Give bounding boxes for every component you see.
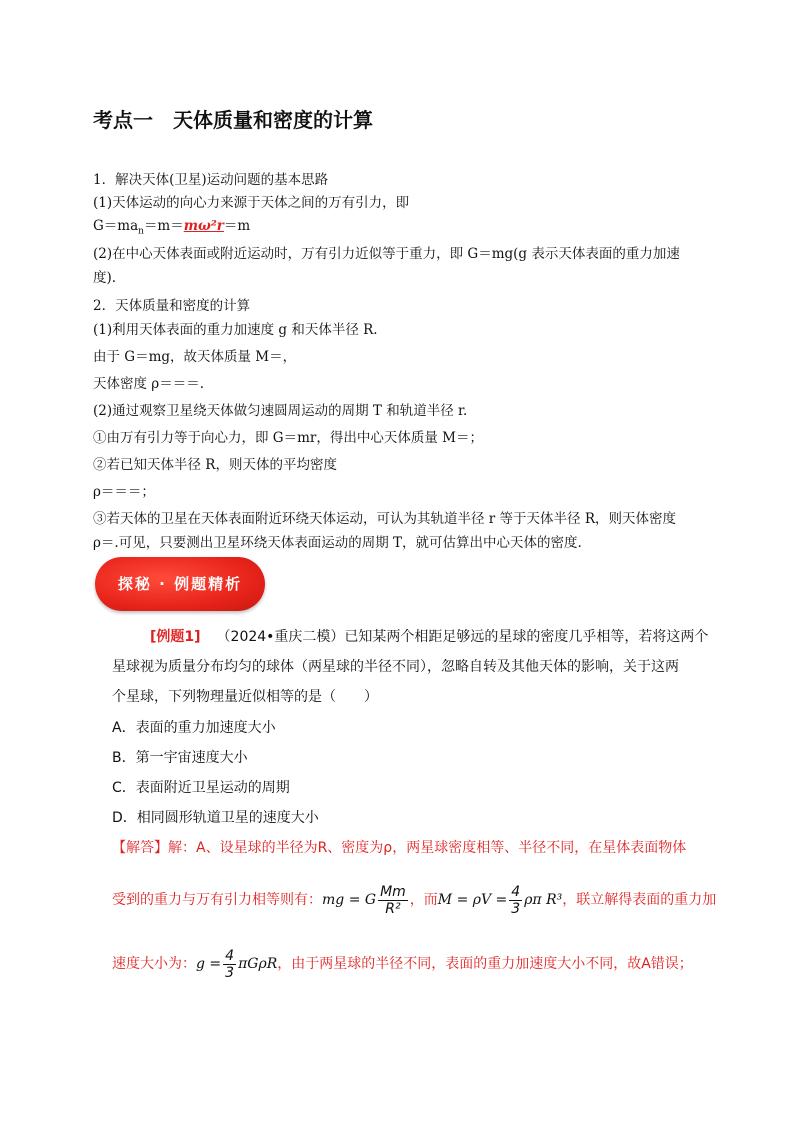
- question-tag: [例题1]: [150, 629, 201, 645]
- equation-g-right: πGρR: [238, 956, 278, 972]
- theory-line-10: (2)通过观察卫星绕天体做匀速圆周运动的周期 T 和轨道半径 r.: [93, 403, 468, 419]
- theory-line-6: 2．天体质量和密度的计算: [93, 298, 251, 314]
- question-text: （2024•重庆二模）已知某两个相距足够远的星球的密度几乎相等，若将这两个: [216, 629, 709, 645]
- theory-line-8: 由于 G＝mg，故天体质量 M＝，: [93, 349, 297, 365]
- question-line-3: 个星球，下列物理量近似相等的是（ ）: [112, 689, 378, 705]
- equation-gravity-left: mg = G: [322, 892, 377, 908]
- fraction-denominator: 3: [511, 900, 521, 917]
- answer-text: ，由于两星球的半径不同，表面的重力加速度大小不同，故A错误；: [277, 956, 693, 972]
- question-line-2: 星球视为质量分布均匀的球体（两星球的半径不同），忽略自转及其他天体的影响，关于这两: [112, 659, 679, 675]
- option-b: B．第一宇宙速度大小: [112, 750, 248, 766]
- theory-line-9: 天体密度 ρ＝＝＝.: [93, 376, 205, 392]
- theory-line-14: ③若天体的卫星在天体表面附近环绕天体运动，可认为其轨道半径 r 等于天体半径 R，则天体密度: [93, 511, 676, 527]
- option-d: D．相同圆形轨道卫星的速度大小: [112, 810, 319, 826]
- answer-line-2: [112, 880, 716, 920]
- theory-line-12: ②若已知天体半径 R，则天体的平均密度: [93, 457, 337, 473]
- equation-g-fraction: [223, 948, 236, 981]
- fraction-numerator: Mm: [380, 883, 406, 900]
- answer-text: ，而: [409, 892, 438, 908]
- theory-line-13: ρ＝＝＝；: [93, 484, 155, 500]
- formula-subscript: n: [138, 226, 144, 237]
- equation-gravity-fraction: [378, 884, 408, 917]
- section-title: 考点一 天体质量和密度的计算: [93, 108, 373, 132]
- answer-text: 速度大小为：: [112, 956, 196, 972]
- answer-text: ，联立解得表面的重力加: [562, 892, 717, 908]
- theory-line-4: (2)在中心天体表面或附近运动时，万有引力近似等于重力，即 G＝mg(g 表示天体表面的重力加速: [93, 246, 680, 262]
- answer-line-1: 【解答】解：A、设星球的半径为R、密度为ρ，两星球密度相等、半径不同，在星体表面物体: [112, 840, 687, 856]
- equation-mass-right: ρπ R³: [524, 892, 563, 908]
- option-a: A．表面的重力加速度大小: [112, 720, 276, 736]
- formula-part: G＝ma: [93, 218, 139, 234]
- theory-line-7: (1)利用天体表面的重力加速度 g 和天体半径 R.: [93, 322, 378, 338]
- fraction-numerator: 4: [511, 883, 521, 900]
- option-c: C．表面附近卫星运动的周期: [112, 780, 290, 796]
- section-banner: [95, 557, 265, 611]
- fraction-numerator: 4: [225, 947, 235, 964]
- theory-line-5: 度).: [93, 270, 117, 286]
- theory-line-1: 1．解决天体(卫星)运动问题的基本思路: [93, 172, 329, 188]
- fraction-denominator: 3: [225, 964, 235, 981]
- question-line-1: [150, 627, 708, 647]
- theory-line-11: ①由万有引力等于向心力，即 G＝mr，得出中心天体质量 M＝；: [93, 430, 483, 446]
- formula-part: ＝m＝: [143, 218, 184, 234]
- banner-text: 探秘 · 例题精析: [117, 575, 243, 593]
- theory-line-15: ρ＝.可见，只要测出卫星环绕天体表面运动的周期 T，就可估算出中心天体的密度.: [93, 535, 582, 551]
- answer-text: 受到的重力与万有引力相等则有：: [112, 892, 322, 908]
- formula-part: ＝m: [223, 218, 251, 234]
- fraction-denominator: R²: [385, 900, 401, 917]
- theory-line-3: [93, 216, 250, 242]
- equation-mass-left: M = ρV =: [437, 892, 508, 908]
- equation-g-left: g =: [196, 956, 222, 972]
- theory-line-2: (1)天体运动的向心力来源于天体之间的万有引力，即: [93, 195, 410, 211]
- highlighted-formula: mω²r: [183, 218, 224, 234]
- equation-mass-fraction: [509, 884, 522, 917]
- answer-line-3: [112, 944, 693, 984]
